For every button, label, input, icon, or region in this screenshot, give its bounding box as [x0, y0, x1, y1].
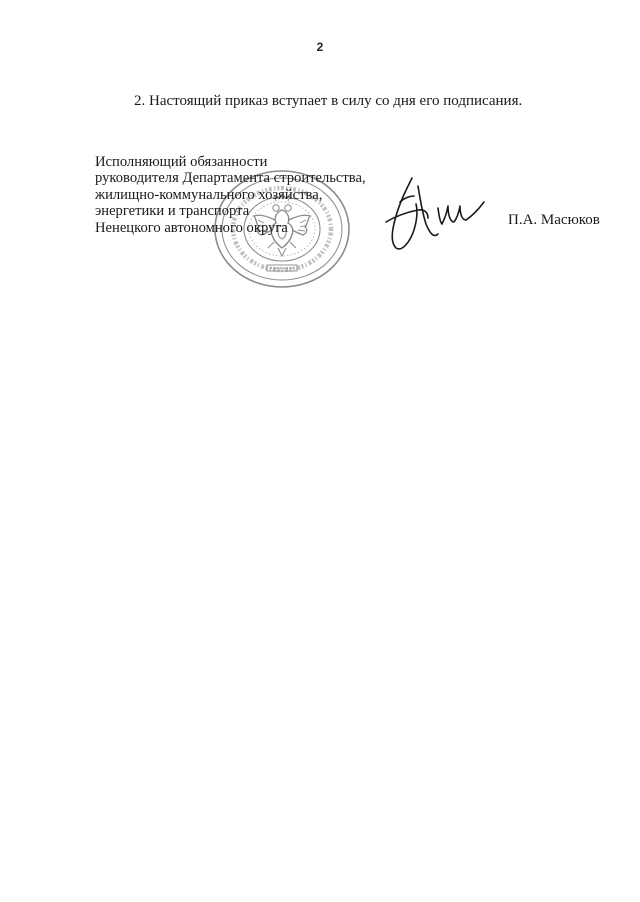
- position-line: Ненецкого автономного округа: [95, 219, 288, 236]
- position-line: руководителя Департамента строительства,: [95, 170, 366, 187]
- signatory-position: [95, 154, 366, 236]
- position-line: Исполняющий обязанности: [95, 154, 268, 170]
- position-line: жилищно-коммунального хозяйства,: [95, 186, 323, 203]
- position-line: энергетики и транспорта: [95, 203, 250, 220]
- page-number: 2: [316, 40, 324, 54]
- order-clause: 2. Настоящий приказ вступает в силу со дня его подписания.: [134, 93, 523, 109]
- signer-name: П.А. Масюков: [508, 212, 600, 228]
- handwritten-signature-icon: [384, 172, 490, 254]
